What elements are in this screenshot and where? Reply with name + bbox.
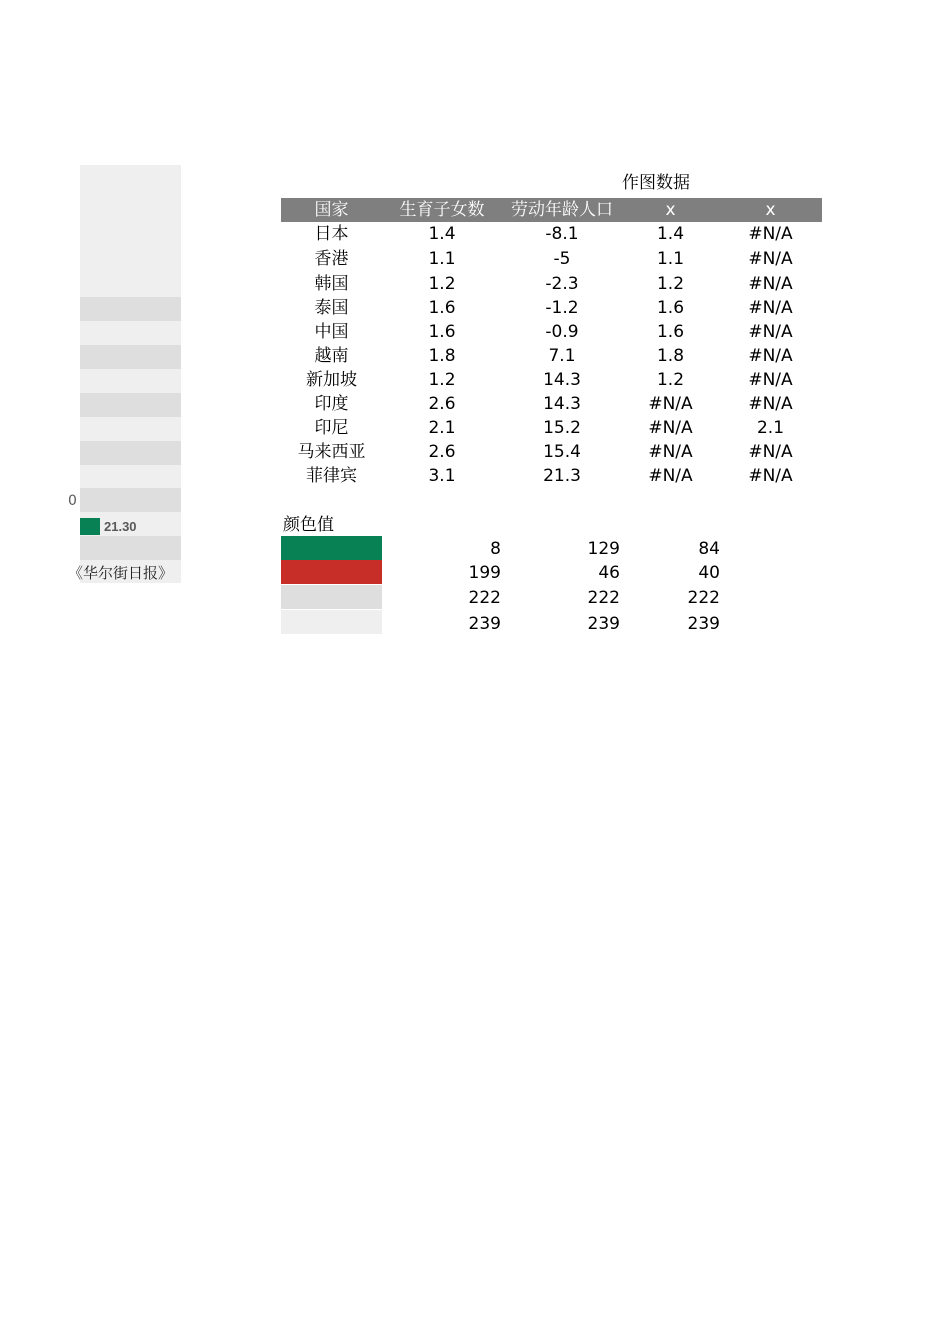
cell-x2: #N/A (748, 370, 793, 390)
cell-country: 香港 (314, 249, 349, 269)
clipped-chart-panel (68, 165, 181, 583)
cell-x2: 2.1 (756, 418, 785, 438)
cell-x1: #N/A (648, 394, 693, 414)
red-value: 222 (468, 588, 501, 608)
cell-fertility: 1.1 (428, 249, 456, 269)
cell-working-age: -2.3 (545, 274, 579, 294)
header-working-age: 劳动年龄人口 (511, 200, 613, 220)
data-table-title: 作图数据 (622, 173, 690, 193)
header-fertility: 生育子女数 (399, 200, 485, 220)
cell-fertility: 2.6 (428, 442, 456, 462)
color-swatch (281, 536, 382, 560)
chart-row-band (80, 369, 181, 393)
blue-value: 40 (698, 563, 720, 583)
cell-x1: #N/A (648, 466, 693, 486)
table-row (281, 416, 822, 440)
chart-row-band (80, 297, 181, 321)
cell-country: 马来西亚 (297, 442, 366, 462)
cell-x2: #N/A (748, 466, 793, 486)
blue-value: 239 (687, 614, 720, 634)
cell-working-age: -0.9 (545, 322, 579, 342)
cell-fertility: 1.6 (428, 322, 456, 342)
chart-row-band (80, 488, 181, 512)
cell-x1: 1.2 (656, 274, 685, 294)
cell-x2: #N/A (748, 298, 793, 318)
cell-country: 泰国 (314, 298, 349, 318)
cell-x1: 1.4 (656, 224, 685, 244)
cell-working-age: -5 (553, 249, 571, 269)
cell-fertility: 1.2 (428, 274, 456, 294)
cell-x2: #N/A (748, 322, 793, 342)
table-row (281, 344, 822, 368)
cell-fertility: 3.1 (428, 466, 456, 486)
table-row (281, 272, 822, 296)
table-header-row (281, 198, 822, 222)
clipped-axis-label: 0 (68, 493, 77, 509)
cell-fertility: 1.8 (428, 346, 456, 366)
cell-working-age: 15.2 (543, 418, 581, 438)
cell-working-age: 15.4 (543, 442, 581, 462)
cell-country: 韩国 (314, 274, 349, 294)
chart-row-band (80, 417, 181, 441)
cell-x1: #N/A (648, 442, 693, 462)
color-values-title: 颜色值 (283, 515, 334, 535)
cell-x1: 1.2 (656, 370, 685, 390)
cell-x1: #N/A (648, 418, 693, 438)
cell-country: 印度 (314, 394, 349, 414)
cell-working-age: 14.3 (543, 394, 581, 414)
table-row (281, 440, 822, 464)
color-swatch (281, 560, 382, 584)
cell-x1: 1.6 (656, 322, 685, 342)
cell-country: 菲律宾 (306, 466, 357, 486)
cell-working-age: 21.3 (543, 466, 581, 486)
table-row (281, 464, 822, 488)
chart-row-band (80, 465, 181, 489)
cell-country: 中国 (314, 322, 349, 342)
chart-source-note: 《华尔街日报》 (68, 564, 174, 582)
table-row (281, 247, 822, 271)
chart-row-band (80, 321, 181, 345)
green-value: 222 (587, 588, 620, 608)
cell-x2: #N/A (748, 346, 793, 366)
header-country: 国家 (314, 200, 349, 220)
cell-x2: #N/A (748, 442, 793, 462)
table-row (281, 296, 822, 320)
chart-row-band (80, 345, 181, 369)
red-value: 8 (490, 539, 501, 559)
cell-fertility: 1.6 (428, 298, 456, 318)
table-row (281, 320, 822, 344)
cell-working-age: -1.2 (545, 298, 579, 318)
cell-country: 日本 (314, 224, 349, 244)
color-swatch (281, 585, 382, 609)
red-value: 239 (468, 614, 501, 634)
chart-bar-value: 21.30 (104, 519, 137, 534)
red-value: 199 (468, 563, 501, 583)
cell-fertility: 2.6 (428, 394, 456, 414)
chart-row-band (80, 536, 181, 560)
cell-fertility: 1.4 (428, 224, 456, 244)
cell-x2: #N/A (748, 394, 793, 414)
green-value: 239 (587, 614, 620, 634)
cell-working-age: -8.1 (545, 224, 579, 244)
cell-working-age: 14.3 (543, 370, 581, 390)
table-row (281, 368, 822, 392)
blue-value: 84 (698, 539, 720, 559)
green-value: 46 (598, 563, 620, 583)
cell-working-age: 7.1 (548, 346, 576, 366)
cell-country: 越南 (314, 346, 349, 366)
chart-row-band (80, 393, 181, 417)
table-row (281, 392, 822, 416)
cell-fertility: 1.2 (428, 370, 456, 390)
cell-country: 印尼 (314, 418, 349, 438)
chart-bar (80, 518, 100, 535)
cell-x1: 1.1 (656, 249, 685, 269)
header-x1: x (665, 200, 676, 220)
blue-value: 222 (687, 588, 720, 608)
cell-x2: #N/A (748, 224, 793, 244)
cell-x1: 1.6 (656, 298, 685, 318)
cell-country: 新加坡 (306, 370, 357, 390)
cell-x1: 1.8 (656, 346, 685, 366)
green-value: 129 (587, 539, 620, 559)
table-row (281, 222, 822, 246)
chart-row-band (80, 441, 181, 465)
header-x2: x (765, 200, 776, 220)
color-swatch (281, 610, 382, 634)
cell-x2: #N/A (748, 249, 793, 269)
cell-x2: #N/A (748, 274, 793, 294)
cell-fertility: 2.1 (428, 418, 456, 438)
